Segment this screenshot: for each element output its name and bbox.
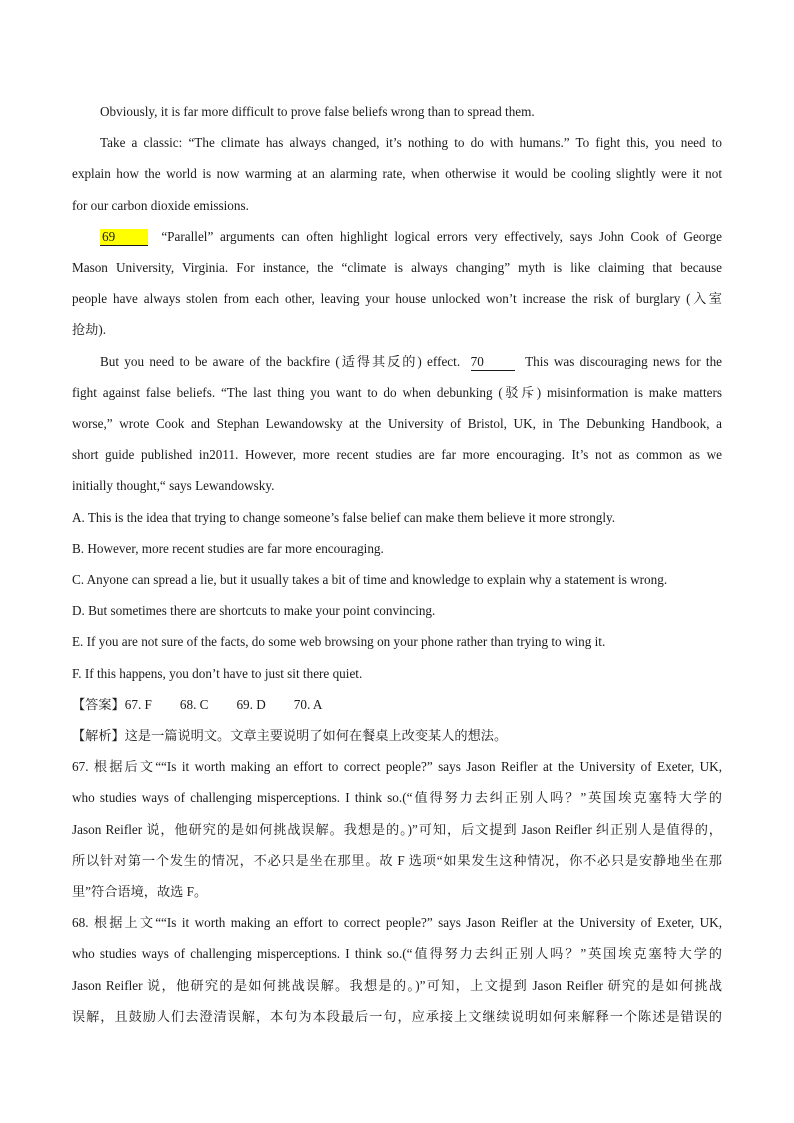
- option-f: F. If this happens, you don’t have to just sit there quiet.: [72, 665, 363, 681]
- document-page: [72, 96, 722, 1032]
- answer-item: 70. A: [293, 696, 323, 712]
- passage-line: explain how the world is now warming at an alarming rate, when otherwise it would be cooling slightly were it not: [72, 166, 722, 182]
- answer-item: 69. D: [236, 696, 266, 712]
- option-e: E. If you are not sure of the facts, do some web browsing on your phone rather than trying to wing it.: [72, 634, 606, 650]
- explanation-line: 67. 根据后文““Is it worth making an effort to correct people?” says Jason Reifler at the University of Exeter, UK,: [72, 759, 722, 775]
- passage-text: “Parallel” arguments can often highlight logical errors very effectively, says John Cook of George: [161, 228, 722, 244]
- passage-line: Take a classic: “The climate has always changed, it’s nothing to do with humans.” To fight this, you need to: [100, 135, 722, 151]
- answer-item: 68. C: [179, 696, 209, 712]
- blank-70: 70: [471, 354, 515, 371]
- explanation-line: 所以针对第一个发生的情况，不必只是坐在那里。故 F 选项“如果发生这种情况，你不必只是安静地坐在那: [72, 852, 722, 868]
- analysis-label: 【解析】: [72, 728, 125, 744]
- passage-line: people have always stolen from each other, leaving your house unlocked won’t increase the risk of burglary (入室: [72, 291, 722, 307]
- option-b: B. However, more recent studies are far more encouraging.: [72, 540, 384, 556]
- answer-item: 67. F: [124, 696, 152, 712]
- answer-line: [72, 689, 722, 720]
- passage-text: This was discouraging news for the: [525, 353, 722, 369]
- passage-line: worse,” wrote Cook and Stephan Lewandowsky at the University of Bristol, UK, in The Debunking Handbook, a: [72, 416, 722, 432]
- analysis-line: [72, 720, 722, 751]
- analysis-text: 这是一篇说明文。文章主要说明了如何在餐桌上改变某人的想法。: [124, 728, 508, 744]
- passage-line: for our carbon dioxide emissions.: [72, 197, 249, 213]
- answer-label: 【答案】: [72, 696, 125, 712]
- explanation-line: Jason Reifler 说，他研究的是如何挑战误解。我想是的。)”可知，后文提到 Jason Reifler 纠正别人是值得的，: [72, 821, 722, 837]
- passage-line-blank-69: [72, 221, 722, 252]
- passage-line: short guide published in2011. However, more recent studies are far more encouraging. It’s not as common as we: [72, 447, 722, 463]
- option-c: C. Anyone can spread a lie, but it usually takes a bit of time and knowledge to explain why a statement is wrong.: [72, 572, 668, 588]
- explanation-line: who studies ways of challenging misperceptions. I think so.(“值得努力去纠正别人吗？”英国埃克塞特大学的: [72, 790, 722, 806]
- passage-line-blank-70: [72, 346, 722, 377]
- passage-text: But you need to be aware of the backfire (适得其反的) effect.: [100, 353, 461, 369]
- explanation-line: 68. 根据上文““Is it worth making an effort to correct people?” says Jason Reifler at the University of Exeter, UK,: [72, 915, 722, 931]
- blank-69: 69: [100, 229, 148, 246]
- explanation-line: 里”符合语境，故选 F。: [72, 884, 208, 900]
- explanation-line: 误解，且鼓励人们去澄清误解，本句为本段最后一句，应承接上文继续说明如何来解释一个陈述是错误的: [72, 1008, 722, 1024]
- passage-line: initially thought,“ says Lewandowsky.: [72, 478, 275, 494]
- option-a: A. This is the idea that trying to change someone’s false belief can make them believe it more strongly.: [72, 509, 616, 525]
- explanation-line: who studies ways of challenging misperceptions. I think so.(“值得努力去纠正别人吗？”英国埃克塞特大学的: [72, 946, 722, 962]
- option-d: D. But sometimes there are shortcuts to make your point convincing.: [72, 603, 436, 619]
- passage-line: 抢劫).: [72, 322, 107, 338]
- passage-line: Mason University, Virginia. For instance, the “climate is always changing” myth is like claiming that because: [72, 260, 722, 276]
- passage-line: fight against false beliefs. “The last thing you want to do when debunking (驳斥) misinformation is make matters: [72, 384, 722, 400]
- explanation-line: Jason Reifler 说，他研究的是如何挑战误解。我想是的。)”可知，上文提到 Jason Reifler 研究的是如何挑战: [72, 977, 722, 993]
- passage-line: Obviously, it is far more difficult to prove false beliefs wrong than to spread them.: [100, 104, 535, 119]
